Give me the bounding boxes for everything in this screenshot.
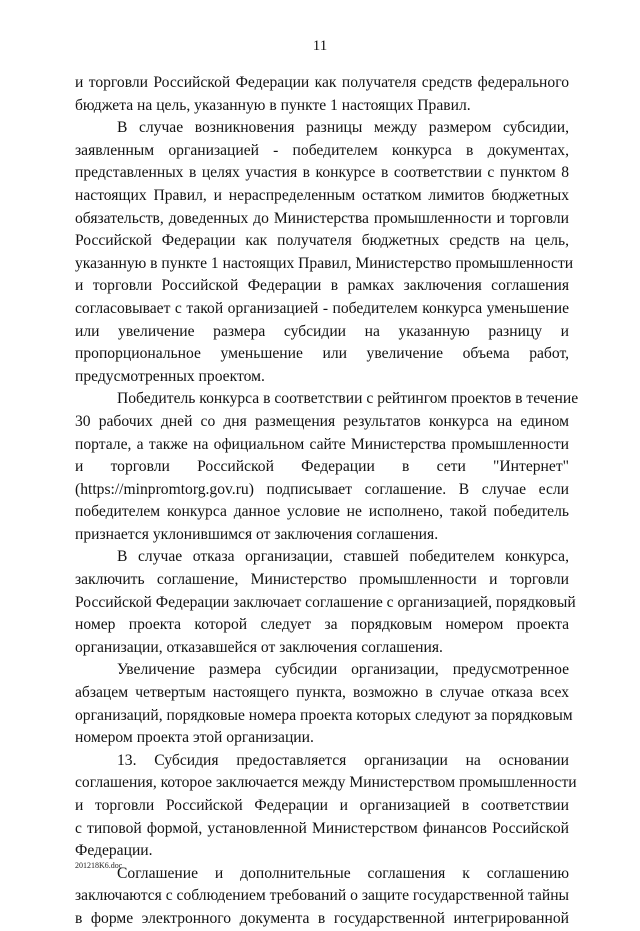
text-line: Увеличение размера субсидии организации, предусмотренное — [117, 661, 569, 679]
text-line: победителем конкурса данное условие не исполнено, такой победитель — [75, 503, 569, 521]
text-line: и торговли Российской Федерации в сети "Интернет" — [75, 458, 569, 476]
text-line: номером проекта этой организации. — [75, 729, 314, 747]
text-line: согласовывает с такой организацией - победителем конкурса уменьшение — [75, 299, 569, 317]
text-line: портале, а также на официальном сайте Министерства промышленности — [75, 435, 569, 453]
page-number: 11 — [312, 38, 328, 54]
text-line: Победитель конкурса в соответствии с рейтингом проектов в течение — [117, 390, 579, 408]
text-line: (https://minpromtorg.gov.ru) подписывает соглашение. В случае если — [75, 480, 569, 498]
text-line: представленных в целях участия в конкурсе в соответствии с пунктом 8 — [75, 164, 569, 182]
text-line: организаций, порядковые номера проекта которых следуют за порядковым — [75, 706, 573, 724]
text-line: 30 рабочих дней со дня размещения результатов конкурса на едином — [75, 412, 569, 430]
text-line: указанную в пункте 1 настоящих Правил, Министерство промышленности — [75, 254, 574, 272]
text-line: в форме электронного документа в государственной интегрированной — [75, 909, 569, 927]
text-line: и торговли Российской Федерации как получателя средств федерального — [75, 74, 569, 91]
text-line: В случае отказа организации, ставшей победителем конкурса, — [117, 548, 569, 566]
text-line: пропорциональное уменьшение или увеличение объема работ, — [75, 345, 569, 363]
text-line: предусмотренных проектом. — [75, 367, 265, 385]
text-line: организации, отказавшейся от заключения соглашения. — [75, 638, 443, 656]
text-line: Федерации. — [75, 842, 153, 860]
text-line: заявленным организацией - победителем конкурса в документах, — [75, 141, 569, 159]
text-line: 13. Субсидия предоставляется организации на основании — [117, 751, 569, 769]
text-line: заключить соглашение, Министерство промышленности и торговли — [75, 571, 569, 589]
text-line: и торговли Российской Федерации и организацией в соответствии — [75, 797, 569, 814]
text-line: заключаются с соблюдением требований о защите государственной тайны — [75, 887, 570, 905]
text-line: бюджета на цель, указанную в пункте 1 настоящих Правил. — [75, 96, 471, 114]
text-line: В случае возникновения разницы между размером субсидии, — [117, 119, 569, 137]
footer-filename: 201218K6.doc — [75, 861, 123, 870]
text-line: и торговли Российской Федерации в рамках заключения соглашения — [75, 277, 569, 295]
text-line: соглашения, которое заключается между Министерством промышленности — [75, 774, 577, 792]
text-line: настоящих Правил, и нераспределенным остатком лимитов бюджетных — [75, 186, 569, 204]
text-line: или увеличение размера субсидии на указанную разницу и — [75, 322, 569, 340]
text-line: обязательств, доведенных до Министерства промышленности и торговли — [75, 209, 569, 227]
text-line: с типовой формой, установленной Министерством финансов Российской — [75, 819, 569, 837]
document-body — [75, 72, 579, 931]
text-line: номер проекта которой следует за порядковым номером проекта — [75, 616, 569, 634]
text-line: Российской Федерации как получателя бюджетных средств на цель, — [75, 232, 569, 250]
text-line: признается уклонившимся от заключения соглашения. — [75, 525, 439, 543]
text-line: абзацем четвертым настоящего пункта, возможно в случае отказа всех — [75, 684, 569, 702]
text-line: Российской Федерации заключает соглашение с организацией, порядковый — [75, 593, 576, 611]
text-line: Соглашение и дополнительные соглашения к соглашению — [117, 864, 569, 882]
